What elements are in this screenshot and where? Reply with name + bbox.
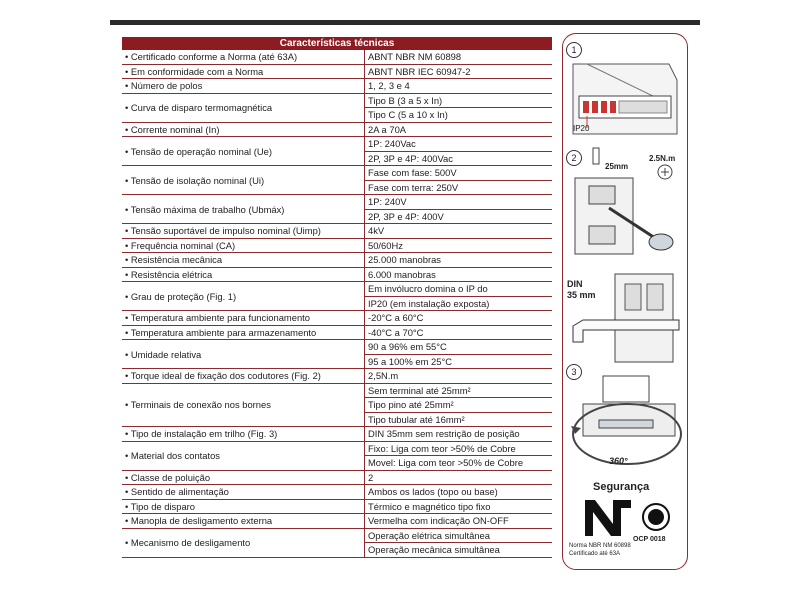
- spec-table: [122, 37, 552, 558]
- table-row: [122, 325, 552, 340]
- table-row: [122, 64, 552, 79]
- spec-label: • Número de polos: [122, 79, 365, 94]
- table-row: [122, 267, 552, 282]
- spec-label: • Tensão suportável de impulso nominal (Uimp): [122, 224, 365, 239]
- spec-value: Operação mecânica simultânea: [365, 543, 553, 558]
- din-size: 35 mm: [567, 290, 596, 300]
- fig2-screwdriver-illustration: [569, 146, 685, 256]
- fig2-torque: 2.5N.m: [649, 154, 676, 163]
- spec-value: Em invólucro domina o IP do: [365, 282, 553, 297]
- spec-value: ABNT NBR NM 60898: [365, 50, 553, 64]
- spec-label: • Umidade relativa: [122, 340, 365, 369]
- table-row: [122, 499, 552, 514]
- spec-label: • Tensão máxima de trabalho (Ubmáx): [122, 195, 365, 224]
- spec-value: 2,5N.m: [365, 369, 553, 384]
- spec-label: • Tipo de instalação em trilho (Fig. 3): [122, 427, 365, 442]
- spec-label: • Frequência nominal (CA): [122, 238, 365, 253]
- table-row: [122, 50, 552, 64]
- spec-label: • Tensão de operação nominal (Ue): [122, 137, 365, 166]
- spec-value: 90 a 96% em 55°C: [365, 340, 553, 355]
- spec-value: 2: [365, 470, 553, 485]
- table-row: [122, 166, 552, 181]
- table-row: [122, 369, 552, 384]
- spec-label: • Temperatura ambiente para funcionamento: [122, 311, 365, 326]
- spec-value: 2P, 3P e 4P: 400V: [365, 209, 553, 224]
- spec-label: • Grau de proteção (Fig. 1): [122, 282, 365, 311]
- table-row: [122, 528, 552, 543]
- spec-value: Tipo pino até 25mm²: [365, 398, 553, 413]
- table-row: [122, 514, 552, 529]
- spec-value: 1P: 240Vac: [365, 137, 553, 152]
- spec-value: 95 a 100% em 25°C: [365, 354, 553, 369]
- spec-label: • Tipo de disparo: [122, 499, 365, 514]
- table-row: [122, 93, 552, 108]
- table-row: [122, 238, 552, 253]
- spec-label: • Resistência elétrica: [122, 267, 365, 282]
- spec-label: • Certificado conforme a Norma (até 63A): [122, 50, 365, 64]
- table-row: [122, 122, 552, 137]
- fig2-size: 25mm: [605, 162, 629, 171]
- table-title: Características técnicas: [122, 37, 552, 50]
- spec-value: Tipo C (5 a 10 x In): [365, 108, 553, 123]
- spec-value: Sem terminal até 25mm²: [365, 383, 553, 398]
- din-label: DIN: [567, 279, 583, 289]
- spec-label: • Tensão de isolação nominal (Ui): [122, 166, 365, 195]
- spec-value: 2P, 3P e 4P: 400Vac: [365, 151, 553, 166]
- fig1-label: IP20: [573, 124, 590, 133]
- table-row: [122, 383, 552, 398]
- table-row: [122, 253, 552, 268]
- spec-value: IP20 (em instalação exposta): [365, 296, 553, 311]
- figures-panel: [562, 33, 688, 570]
- table-row: [122, 195, 552, 210]
- table-row: [122, 485, 552, 500]
- certification-seal-icon: [641, 502, 671, 532]
- table-row: [122, 224, 552, 239]
- fig1-number: 1: [566, 42, 582, 58]
- spec-value: DIN 35mm sem restrição de posição: [365, 427, 553, 442]
- spec-value: Operação elétrica simultânea: [365, 528, 553, 543]
- rotation-label: 360°: [609, 456, 628, 466]
- table-row: [122, 282, 552, 297]
- spec-label: • Resistência mecânica: [122, 253, 365, 268]
- spec-label: • Sentido de alimentação: [122, 485, 365, 500]
- spec-value: Ambos os lados (topo ou base): [365, 485, 553, 500]
- spec-value: 4kV: [365, 224, 553, 239]
- top-rule: [110, 20, 700, 25]
- spec-label: • Corrente nominal (In): [122, 122, 365, 137]
- spec-value: Fase com fase: 500V: [365, 166, 553, 181]
- inmetro-logo-icon: [583, 498, 633, 538]
- table-row: [122, 427, 552, 442]
- spec-label: • Material dos contatos: [122, 441, 365, 470]
- spec-value: ABNT NBR IEC 60947-2: [365, 64, 553, 79]
- spec-value: Movel: Liga com teor >50% de Cobre: [365, 456, 553, 471]
- spec-label: • Temperatura ambiente para armazenamento: [122, 325, 365, 340]
- spec-label: • Classe de poluição: [122, 470, 365, 485]
- spec-label: • Curva de disparo termomagnética: [122, 93, 365, 122]
- spec-value: 1P: 240V: [365, 195, 553, 210]
- fig3-number: 3: [566, 364, 582, 380]
- spec-value: -40°C a 70°C: [365, 325, 553, 340]
- spec-value: 1, 2, 3 e 4: [365, 79, 553, 94]
- table-row: [122, 137, 552, 152]
- table-row: [122, 441, 552, 456]
- cert-line-1: Norma NBR NM 60898: [569, 543, 631, 549]
- spec-value: Tipo tubular até 16mm²: [365, 412, 553, 427]
- spec-value: Tipo B (3 a 5 x In): [365, 93, 553, 108]
- cert-line-2: Certificado até 63A: [569, 551, 621, 557]
- table-row: [122, 340, 552, 355]
- spec-value: Fase com terra: 250V: [365, 180, 553, 195]
- table-row: [122, 470, 552, 485]
- spec-label: • Torque ideal de fixação dos codutores (Fig. 2): [122, 369, 365, 384]
- spec-value: Térmico e magnético tipo fixo: [365, 499, 553, 514]
- safety-heading: Segurança: [593, 481, 650, 493]
- spec-value: Vermelha com indicação ON-OFF: [365, 514, 553, 529]
- spec-value: -20°C a 60°C: [365, 311, 553, 326]
- ocp-code: OCP 0018: [633, 536, 666, 543]
- spec-label: • Manopla de desligamento externa: [122, 514, 365, 529]
- spec-value: 25.000 manobras: [365, 253, 553, 268]
- table-row: [122, 79, 552, 94]
- spec-label: • Em conformidade com a Norma: [122, 64, 365, 79]
- spec-value: 2A a 70A: [365, 122, 553, 137]
- spec-label: • Mecanismo de desligamento: [122, 528, 365, 557]
- din-rail-illustration: [569, 270, 685, 370]
- spec-value: 6.000 manobras: [365, 267, 553, 282]
- spec-value: Fixo: Liga com teor >50% de Cobre: [365, 441, 553, 456]
- spec-value: 50/60Hz: [365, 238, 553, 253]
- table-row: [122, 311, 552, 326]
- spec-label: • Terminais de conexão nos bornes: [122, 383, 365, 427]
- fig2-number: 2: [566, 150, 582, 166]
